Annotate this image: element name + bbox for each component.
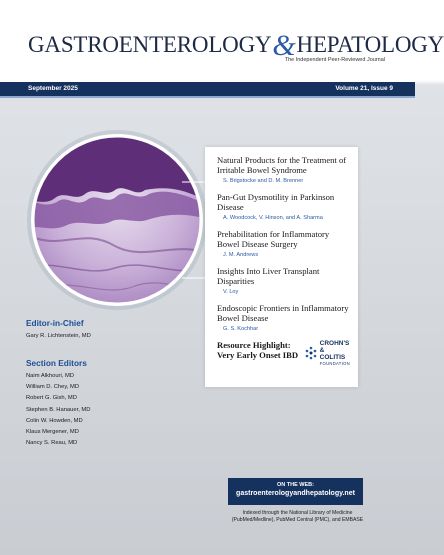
indexing-note [220,510,375,524]
web-url-link[interactable]: gastroenterologyandhepatology.net [236,490,355,497]
journal-title-ampersand: & [272,29,296,62]
resource-highlight[interactable] [217,340,350,366]
editor-in-chief [26,318,196,342]
issue-volume: Volume 21, Issue 9 [335,85,393,92]
journal-title-right: HEPATOLOGY [296,32,444,57]
logo-line-3: FOUNDATION [319,361,350,366]
toc-item-authors: V. Loy [223,289,239,295]
editor-in-chief-name: Gary R. Lichtenstein, MD [26,333,91,339]
toc-item-title: Prehabilitation for Inflammatory Bowel Disease Surgery [217,229,330,249]
logo-line-1: CROHN'S [319,340,350,347]
editor-in-chief-heading: Editor-in-Chief [26,318,84,328]
web-link-box[interactable] [228,478,363,505]
issue-bar-stripe [0,96,415,98]
section-editor-name: Naim Alkhouri, MD [26,373,74,379]
resource-highlight-title: Resource Highlight: Very Early Onset IBD [217,340,299,360]
toc-item[interactable] [217,229,350,258]
web-label: ON THE WEB: [277,482,314,488]
crohns-colitis-foundation-logo [304,340,350,366]
toc-item[interactable] [217,303,350,332]
indexing-line-1: Indexed through the National Library of Medicine [242,510,353,516]
toc-item[interactable] [217,266,350,295]
section-editor-name: Nancy S. Reau, MD [26,440,78,447]
section-editor-name: Klaus Mergener, MD [26,429,79,436]
table-of-contents [205,147,358,387]
toc-item-title: Pan-Gut Dysmotility in Parkinson Disease [217,192,335,212]
toc-item-title: Insights Into Liver Transplant Disparities [217,266,320,286]
section-editor-name: Robert G. Gish, MD [26,395,77,402]
section-editor-name: Stephen B. Hanauer, MD [26,406,91,413]
issue-date: September 2025 [28,85,78,92]
section-editors-heading: Section Editors [26,358,87,368]
toc-item-authors: J. M. Andrews [223,252,259,258]
toc-item[interactable] [217,192,350,221]
journal-tagline: The Independent Peer-Reviewed Journal [284,57,385,63]
logo-line-2: & COLITIS [319,347,346,361]
section-editors [26,358,196,449]
toc-item[interactable] [217,155,350,184]
journal-title [28,26,444,60]
indexing-line-2: (PubMed/Medline), PubMed Central (PMC), and EMBASE [231,517,364,524]
section-editor-name: Colin W. Howden, MD [26,417,83,424]
toc-item-authors: G. S. Kochhar [223,326,259,332]
toc-item-title: Natural Products for the Treatment of Irritable Bowel Syndrome [217,155,347,175]
foundation-emblem-icon [304,346,318,360]
masthead [0,0,444,82]
toc-item-title: Endoscopic Frontiers in Inflammatory Bowel Disease [217,303,349,323]
section-editor-name: William D. Chey, MD [26,384,80,391]
issue-bar [0,82,415,96]
journal-title-left: GASTROENTEROLOGY [28,32,272,57]
toc-item-authors: A. Woodcock, V. Hinson, and A. Sharma [223,215,323,221]
toc-item-authors: S. Brigstocke and D. M. Brenner [223,178,304,184]
